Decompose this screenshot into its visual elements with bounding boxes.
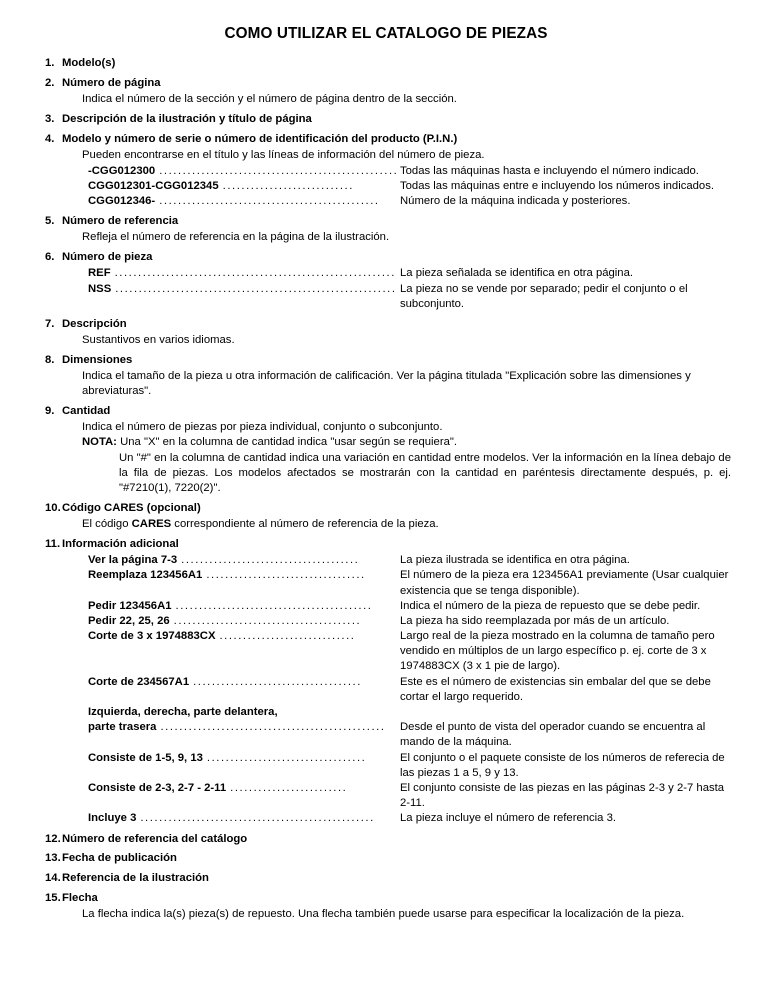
definition-term: Reemplaza 123456A1 .................................. [88, 568, 399, 583]
definition-list [88, 553, 735, 826]
section-label: Descripción de la ilustración y título de página [62, 112, 312, 125]
definition-term: Incluye 3 .................................................. [88, 811, 399, 826]
definition-description: La pieza ha sido reemplazada por más de un artículo. [400, 614, 670, 627]
section-heading [37, 891, 735, 906]
section-number: 4. [45, 132, 55, 145]
definition-description: Desde el punto de vista del operador cuando se encuentra al mando de la máquina. [400, 721, 706, 749]
section-label: Descripción [62, 317, 127, 330]
section-label: Flecha [62, 892, 98, 905]
section-number: 14. [45, 872, 61, 885]
definition-description: El conjunto o el paquete consiste de los números de referecia de las piezas 1 a 5, 9 y 13. [400, 751, 725, 779]
definition-term: Izquierda, derecha, parte delantera, [88, 706, 278, 719]
section-6 [37, 250, 735, 311]
definition-row [88, 720, 735, 750]
section-10 [37, 501, 735, 532]
definition-row [88, 599, 735, 614]
section-number: 2. [45, 76, 55, 89]
definition-list [88, 266, 735, 312]
section-heading [37, 353, 735, 368]
section-heading [37, 317, 735, 332]
definition-list [88, 164, 735, 210]
definition-description: La pieza ilustrada se identifica en otra página. [400, 554, 630, 567]
section-number: 13. [45, 852, 61, 865]
section-heading [37, 250, 735, 265]
section-label: Número de pieza [62, 251, 153, 264]
definition-term: -CGG012300 ................................................... [88, 164, 399, 177]
section-list [37, 56, 735, 923]
section-body: Sustantivos en varios idiomas. [82, 333, 235, 346]
section-heading [37, 214, 735, 229]
definition-term: Consiste de 1-5, 9, 13 .................................. [88, 751, 399, 766]
section-8 [37, 353, 735, 399]
dot-leader: ............................................................ [114, 268, 396, 280]
section-label: Número de página [62, 76, 161, 89]
section-heading [37, 851, 735, 866]
section-label: Referencia de la ilustración [62, 872, 209, 885]
section-number: 9. [45, 405, 55, 418]
definition-row [88, 675, 735, 705]
dot-leader: ............................. [219, 631, 356, 643]
definition-description: Todas las máquinas hasta e incluyendo el número indicado. [400, 164, 699, 177]
definition-row [88, 179, 735, 194]
section-number: 7. [45, 317, 55, 330]
note-label: NOTA: [82, 436, 117, 449]
definition-description: El número de la pieza era 123456A1 previamente (Usar cualquier existencia que se tenga disponible). [400, 569, 729, 597]
section-15 [37, 891, 735, 922]
definition-row [88, 629, 735, 675]
definition-row [88, 751, 735, 781]
definition-row [88, 164, 735, 179]
definition-row [88, 282, 735, 312]
section-body: Indica el tamaño de la pieza u otra información de calificación. Ver la página titulada "Explicación sobre las dimensiones y abreviaturas". [82, 369, 691, 398]
definition-description: Todas las máquinas entre e incluyendo los números indicados. [400, 180, 714, 192]
section-body: Indica el número de piezas por pieza individual, conjunto o subconjunto. [82, 421, 443, 434]
dot-leader: ...................................... [181, 555, 360, 567]
dot-leader: ................................................... [159, 165, 399, 177]
definition-term: CGG012301-CGG012345 ............................ [88, 179, 399, 194]
section-2 [37, 76, 735, 107]
dot-leader: .................................. [206, 570, 366, 582]
definition-term: Pedir 22, 25, 26 ........................................ [88, 614, 399, 629]
section-heading [37, 132, 735, 147]
section-heading [37, 404, 735, 419]
dot-leader: ........................................ [173, 615, 362, 627]
section-heading [37, 871, 735, 886]
definition-description: Indica el número de la pieza de repuesto que se debe pedir. [400, 599, 701, 612]
section-body: La flecha indica la(s) pieza(s) de repuesto. Una flecha también puede usarse para especificar la localización de la pieza. [82, 908, 685, 921]
definition-row [88, 811, 735, 826]
section-3 [37, 112, 735, 127]
section-number: 11. [45, 538, 61, 551]
section-label: Número de referencia [62, 215, 179, 228]
dot-leader: ......................... [230, 782, 348, 794]
definition-description: Este es el número de existencias sin embalar del que se debe cortar el largo requerido. [400, 675, 711, 703]
section-number: 8. [45, 354, 55, 367]
section-label: Modelo(s) [62, 56, 116, 69]
definition-term: REF ............................................................ [88, 266, 399, 281]
definition-row [88, 266, 735, 281]
section-7 [37, 317, 735, 348]
cares-keyword: CARES [131, 518, 172, 531]
section-number: 1. [45, 56, 55, 69]
definition-row [88, 614, 735, 629]
section-number: 5. [45, 215, 55, 228]
section-label-prefix: Código [62, 502, 105, 515]
definition-term: Corte de 234567A1 .................................... [88, 675, 399, 690]
section-number: 6. [45, 251, 55, 264]
section-label: Cantidad [62, 405, 111, 418]
section-heading [37, 537, 735, 552]
section-11 [37, 537, 735, 826]
definition-term: CGG012346- ............................................... [88, 194, 399, 209]
section-body: Indica el número de la sección y el número de página dentro de la sección. [82, 92, 457, 105]
section-heading [37, 501, 735, 516]
section-label-suffix: (opcional) [143, 502, 201, 515]
section-14 [37, 871, 735, 886]
section-5 [37, 214, 735, 245]
definition-description: Largo real de la pieza mostrado en la columna de tamaño pero vendido en múltiplos de un largo específico p. ej. corte de 3 x 1974883CX (3 x 1 pie de largo). [400, 630, 715, 673]
section-label [62, 501, 735, 516]
dot-leader: ............................................... [159, 196, 380, 208]
definition-description: El conjunto consiste de las piezas en las páginas 2-3 y 2-7 hasta 2-11. [400, 781, 725, 810]
section-body: Refleja el número de referencia en la página de la ilustración. [82, 231, 390, 244]
definition-row [88, 194, 735, 209]
section-label: Modelo y número de serie o número de identificación del producto (P.I.N.) [62, 132, 458, 145]
section-body: Pueden encontrarse en el título y las líneas de información del número de pieza. [82, 148, 485, 161]
section-1 [37, 56, 735, 71]
section-subnote: Un "#" en la columna de cantidad indica una variación en cantidad entre modelos. Ver la información en la línea debajo de la fila de piezas. Los modelos afectados se mostrarán con la cantidad en paréntesis directamente después, p. ej. "#7210(1), 7220(2)". [119, 451, 731, 494]
dot-leader: ............................ [222, 181, 354, 192]
section-number: 3. [45, 112, 55, 125]
note-text: Una "X" en la columna de cantidad indica "usar según se requiera". [116, 436, 458, 449]
section-number: 12. [45, 832, 61, 845]
section-heading [37, 76, 735, 91]
definition-term: NSS ............................................................ [88, 282, 399, 297]
section-number: 15. [45, 892, 61, 905]
section-label: Número de referencia del catálogo [62, 832, 248, 845]
section-heading [37, 832, 735, 847]
definition-row [88, 781, 735, 811]
section-number: 10. [45, 502, 61, 515]
dot-leader: .................................................. [140, 813, 375, 825]
definition-description: La pieza no se vende por separado; pedir el conjunto o el subconjunto. [400, 282, 688, 310]
section-9 [37, 404, 735, 496]
section-note [82, 435, 733, 450]
definition-description: La pieza señalada se identifica en otra página. [400, 267, 634, 280]
dot-leader: .......................................... [175, 600, 373, 612]
definition-term: parte trasera ................................................ [88, 720, 399, 735]
section-label: Dimensiones [62, 354, 133, 367]
dot-leader: .................................... [193, 676, 362, 688]
dot-leader: .................................. [206, 752, 367, 764]
definition-row [88, 553, 735, 568]
page-title: COMO UTILIZAR EL CATALOGO DE PIEZAS [224, 25, 548, 42]
body-suffix: correspondiente al número de referencia de la pieza. [171, 518, 439, 531]
section-heading [37, 112, 735, 127]
definition-term: Corte de 3 x 1974883CX ............................. [88, 629, 399, 644]
body-prefix: El código [82, 518, 132, 531]
section-12 [37, 832, 735, 847]
definition-description: Número de la máquina indicada y posteriores. [400, 195, 631, 208]
dot-leader: ................................................ [160, 722, 386, 734]
section-13 [37, 851, 735, 866]
definition-term: Consiste de 2-3, 2-7 - 2-11 ......................... [88, 781, 399, 796]
cares-keyword: CARES [104, 502, 144, 515]
definition-term: Ver la página 7-3 ...................................... [88, 553, 399, 568]
section-label: Fecha de publicación [62, 852, 177, 865]
section-label: Información adicional [62, 538, 179, 551]
definition-term: Pedir 123456A1 .......................................... [88, 599, 399, 614]
section-heading [37, 56, 735, 71]
definition-description: La pieza incluye el número de referencia 3. [400, 812, 617, 825]
definition-row [88, 568, 735, 598]
section-4 [37, 132, 735, 210]
definition-row [88, 705, 735, 720]
dot-leader: ............................................................ [115, 283, 397, 295]
section-body [82, 517, 733, 532]
